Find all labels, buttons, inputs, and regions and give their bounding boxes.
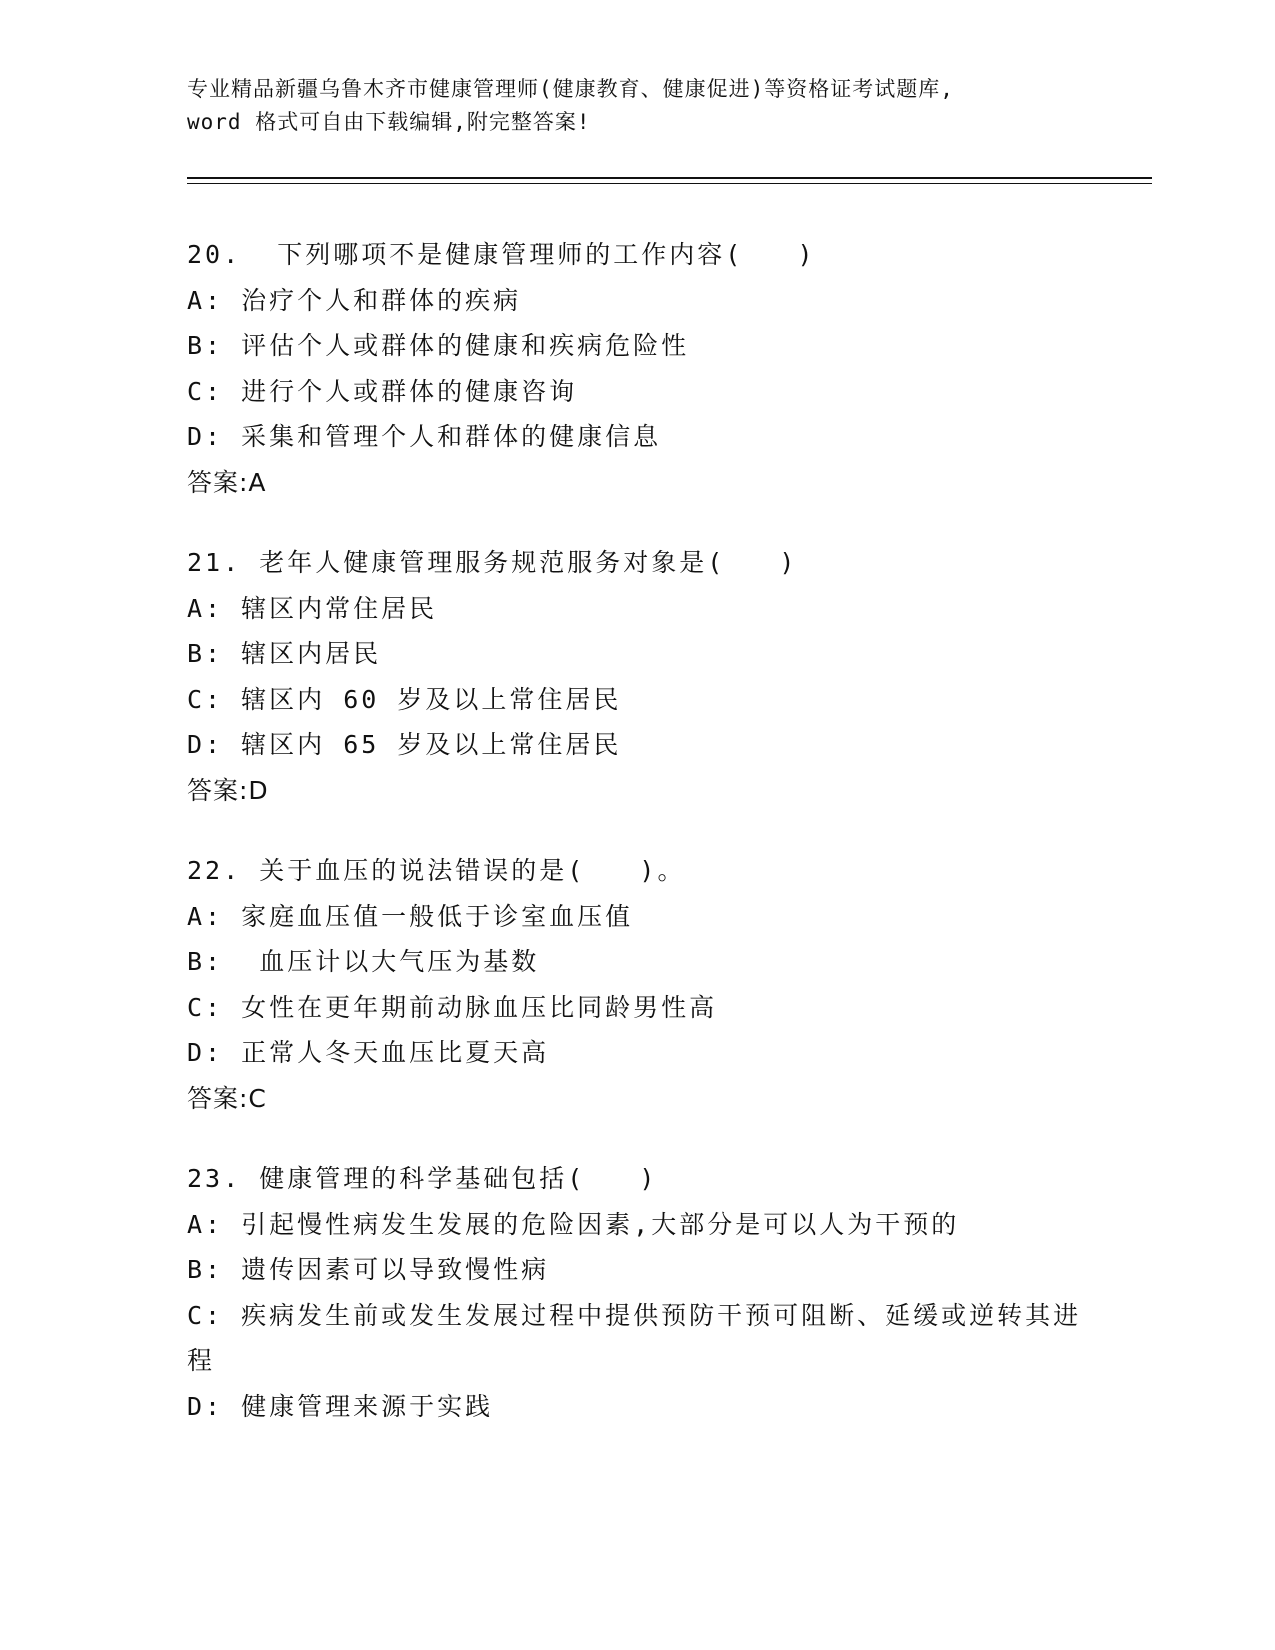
option-b: B: 遗传因素可以导致慢性病 [187,1255,550,1284]
answer-text: 答案:D [187,775,269,805]
header-line-1: 专业精品新疆乌鲁木齐市健康管理师(健康教育、健康促进)等资格证考试题库, [187,77,954,101]
option-a: A: 家庭血压值一般低于诊室血压值 [187,901,634,931]
question-22 [187,848,1107,1121]
question-23 [187,1156,1107,1429]
question-21 [187,540,1107,813]
option-b: B: 辖区内居民 [187,639,382,668]
answer-text: 答案:A [187,467,267,497]
option-b: B: 血压计以大气压为基数 [187,947,540,976]
option-a: A: 治疗个人和群体的疾病 [187,285,522,315]
question-stem: 20. 下列哪项不是健康管理师的工作内容( ) [187,240,816,269]
header-divider-thick [187,177,1152,179]
option-c: C: 辖区内 60 岁及以上常住居民 [187,684,622,714]
option-d: D: 健康管理来源于实践 [187,1391,494,1421]
question-stem: 21. 老年人健康管理服务规范服务对象是( ) [187,548,798,577]
question-stem: 22. 关于血压的说法错误的是( )。 [187,856,686,885]
question-list [187,232,1107,1464]
question-stem: 23. 健康管理的科学基础包括( ) [187,1164,658,1193]
option-c: C: 女性在更年期前动脉血压比同龄男性高 [187,992,718,1022]
option-d: D: 采集和管理个人和群体的健康信息 [187,422,662,451]
answer-text: 答案:C [187,1083,267,1113]
option-d: D: 正常人冬天血压比夏天高 [187,1038,550,1067]
header-line-2: word 格式可自由下载编辑,附完整答案! [187,110,591,134]
option-c: C: 进行个人或群体的健康咨询 [187,376,578,406]
document-header [187,73,1087,139]
option-a: A: 辖区内常住居民 [187,593,438,623]
question-20 [187,232,1107,505]
option-a: A: 引起慢性病发生发展的危险因素,大部分是可以人为干预的 [187,1209,960,1239]
option-b: B: 评估个人或群体的健康和疾病危险性 [187,331,690,360]
option-d: D: 辖区内 65 岁及以上常住居民 [187,730,622,759]
header-divider-thin [187,183,1152,184]
option-c: C: 疾病发生前或发生发展过程中提供预防干预可阻断、延缓或逆转其进程 [187,1300,1082,1375]
